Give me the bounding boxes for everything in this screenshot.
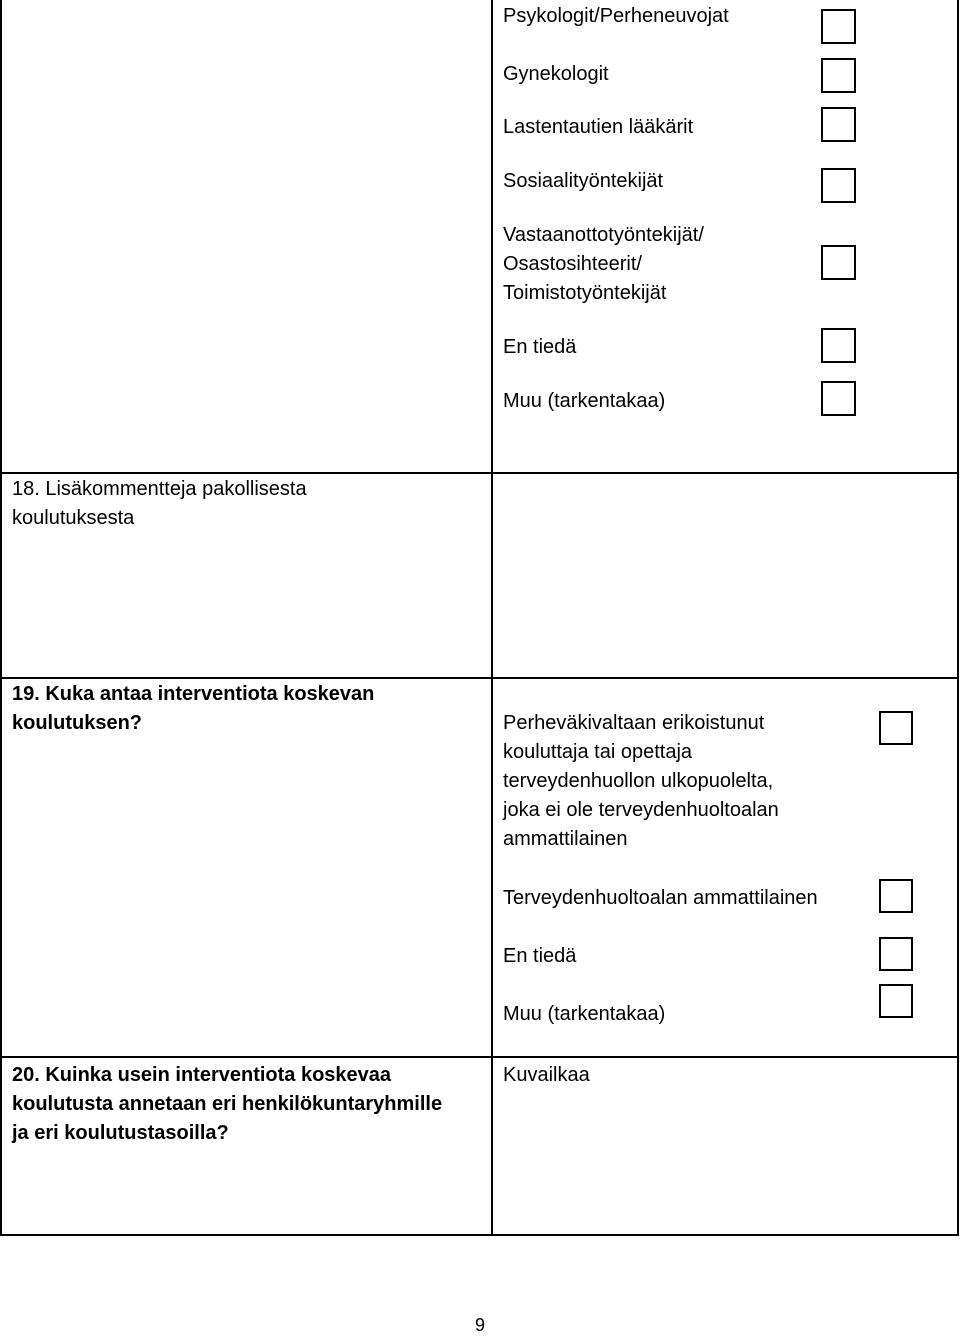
question-20-line: 20. Kuinka usein interventiota koskevaa — [12, 1064, 392, 1086]
option-checkbox[interactable] — [821, 245, 856, 280]
table-right-border — [957, 0, 959, 1236]
option-checkbox[interactable] — [879, 937, 913, 971]
table-left-border — [0, 0, 2, 1236]
row-divider-19 — [0, 677, 959, 679]
table-bottom-border — [0, 1234, 959, 1236]
answer-label-20: Kuvailkaa — [503, 1064, 590, 1086]
option-label-line: ammattilainen — [503, 828, 628, 850]
answer-area-18[interactable] — [493, 474, 957, 677]
option-label-line: kouluttaja tai opettaja — [503, 741, 693, 763]
page-number: 9 — [474, 1315, 485, 1335]
option-label-line: Vastaanottotyöntekijät/ — [503, 224, 704, 246]
option-label-line: joka ei ole terveydenhuoltoalan — [503, 799, 779, 821]
option-label: Lastentautien lääkärit — [503, 116, 694, 138]
option-label-line: terveydenhuollon ulkopuolelta, — [503, 770, 774, 792]
question-19-line: 19. Kuka antaa interventiota koskevan — [12, 683, 375, 705]
option-label-line: Osastosihteerit/ — [503, 253, 642, 275]
option-checkbox[interactable] — [821, 58, 856, 93]
row-divider-20 — [0, 1056, 959, 1058]
option-label: Gynekologit — [503, 63, 609, 85]
option-label: Psykologit/Perheneuvojat — [503, 5, 729, 27]
option-checkbox[interactable] — [821, 9, 856, 44]
option-checkbox[interactable] — [821, 328, 856, 363]
question-18-line: 18. Lisäkommentteja pakollisesta — [12, 478, 307, 500]
option-label: En tiedä — [503, 945, 577, 967]
question-18-line: koulutuksesta — [12, 507, 135, 529]
question-20-line: ja eri koulutustasoilla? — [12, 1122, 229, 1144]
question-19-line: koulutuksen? — [12, 712, 143, 734]
option-checkbox[interactable] — [879, 879, 913, 913]
option-label: Muu (tarkentakaa) — [503, 390, 666, 412]
option-label: En tiedä — [503, 336, 577, 358]
option-checkbox[interactable] — [879, 984, 913, 1018]
option-label-line: Toimistotyöntekijät — [503, 282, 667, 304]
option-label: Terveydenhuoltoalan ammattilainen — [503, 887, 818, 909]
option-checkbox[interactable] — [821, 381, 856, 416]
option-checkbox[interactable] — [879, 711, 913, 745]
option-checkbox[interactable] — [821, 107, 856, 142]
answer-area-20[interactable] — [493, 1092, 957, 1234]
option-checkbox[interactable] — [821, 168, 856, 203]
option-label: Sosiaalityöntekijät — [503, 170, 664, 192]
question-20-line: koulutusta annetaan eri henkilökuntaryhmille — [12, 1093, 443, 1115]
option-label: Muu (tarkentakaa) — [503, 1003, 666, 1025]
option-label-line: Perheväkivaltaan erikoistunut — [503, 712, 765, 734]
